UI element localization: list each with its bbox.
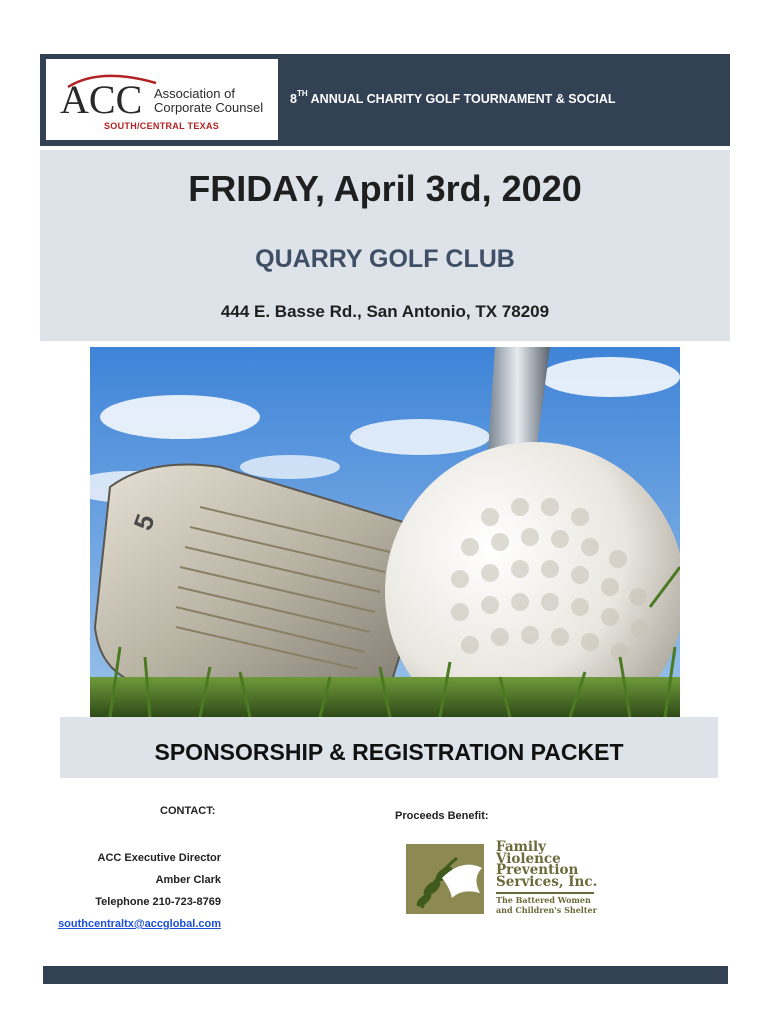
contact-name: Amber Clark — [155, 874, 221, 886]
fvps-sub-line1: The Battered Women — [496, 895, 591, 905]
event-series-text: ANNUAL CHARITY GOLF TOURNAMENT & SOCIAL — [307, 92, 616, 106]
contact-email-link[interactable]: southcentraltx@accglobal.com — [58, 918, 221, 930]
event-venue: QUARRY GOLF CLUB — [255, 245, 515, 273]
fvps-name-line2: Violence — [496, 850, 561, 867]
fvps-subtitle — [496, 895, 597, 915]
club-number: 5 — [127, 510, 161, 535]
ordinal-suffix: TH — [296, 89, 308, 98]
golf-photo — [90, 347, 680, 717]
header-band — [40, 54, 730, 146]
contact-phone: Telephone 210-723-8769 — [95, 896, 221, 908]
contact-label: CONTACT: — [160, 805, 216, 817]
fvps-divider — [496, 892, 594, 894]
acc-logo-mark-icon — [60, 69, 160, 117]
fvps-name-line3: Prevention — [496, 862, 579, 878]
event-address: 444 E. Basse Rd., San Antonio, TX 78209 — [220, 302, 550, 321]
contact-role: ACC Executive Director — [97, 852, 221, 864]
fvps-name — [496, 839, 598, 890]
golf-club-and-ball-image — [90, 347, 680, 717]
fvps-name-line4: Services, Inc. — [496, 873, 598, 890]
event-details-block — [40, 150, 730, 341]
fvps-sub-line2: and Children's Shelter — [496, 905, 597, 915]
fvps-name-line1: Family — [496, 839, 546, 855]
packet-title: SPONSORSHIP & REGISTRATION PACKET — [154, 739, 624, 765]
ordinal-number: 8 — [290, 92, 297, 106]
acc-logo-line1: Association of — [154, 86, 235, 101]
proceeds-label: Proceeds Benefit: — [395, 810, 489, 822]
acc-logo-acronym: ACC — [60, 77, 143, 117]
acc-logo-line2: Corporate Counsel — [154, 100, 264, 115]
acc-logo — [46, 59, 278, 140]
event-date: FRIDAY, April 3rd, 2020 — [188, 168, 582, 209]
dove-leaf-icon — [402, 838, 492, 918]
event-series-title — [290, 89, 616, 106]
packet-band — [60, 717, 718, 778]
footer-band — [43, 966, 728, 984]
acc-logo-region: SOUTH/CENTRAL TEXAS — [104, 121, 220, 131]
